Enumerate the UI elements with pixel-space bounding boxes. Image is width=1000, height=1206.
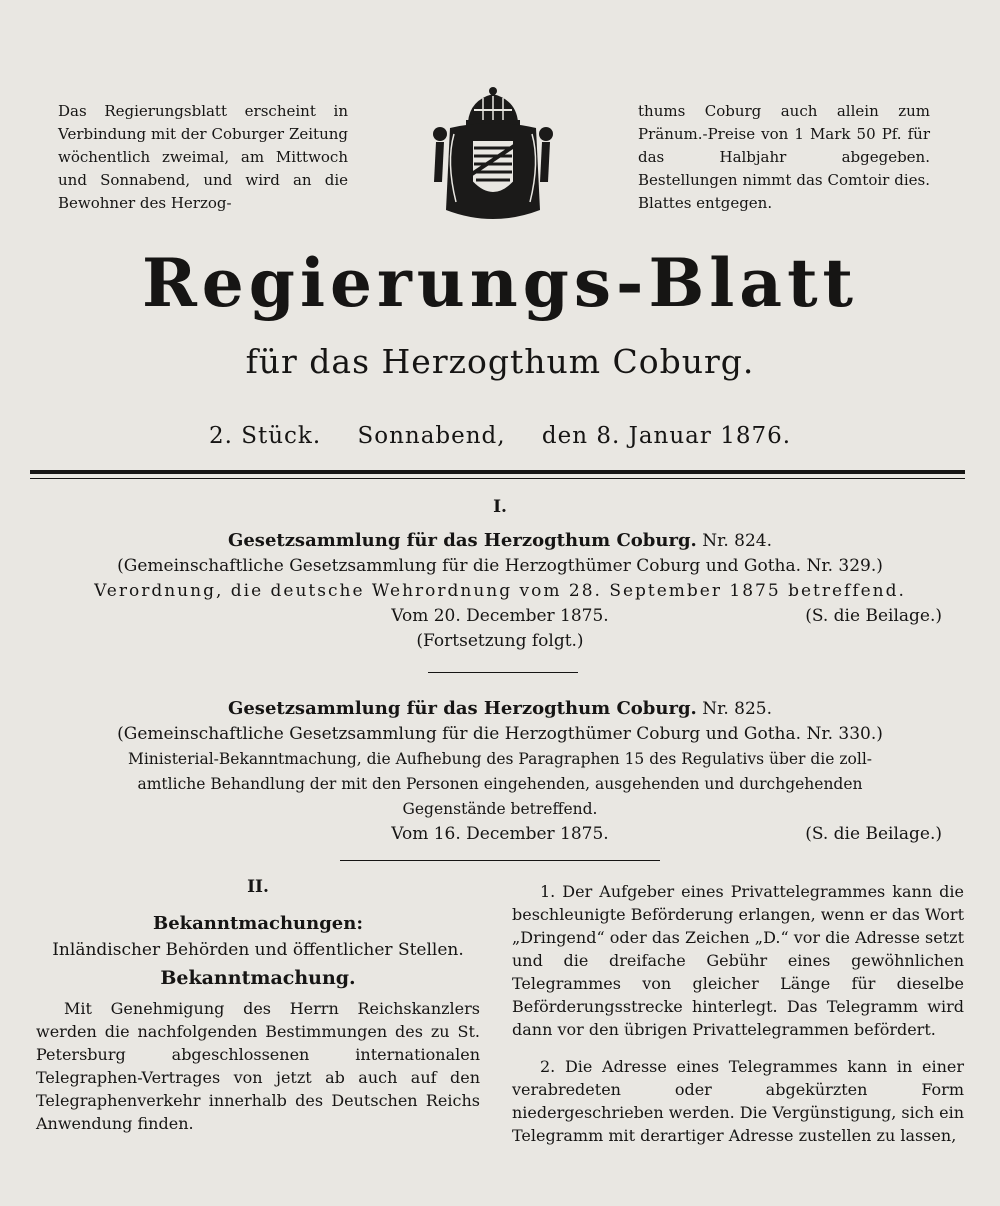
section-divider	[340, 860, 660, 861]
law-825-title-line2: amtliche Behandlung der mit den Personen eingehenden, ausgehenden und durchgehenden	[137, 775, 863, 793]
intro-left-notice: Das Regierungsblatt erscheint in Verbindung mit der Coburger Zeitung wöchentlich zweimal, am Mittwoch und Sonnabend, und wird an die Bewohner des Herzog-	[58, 102, 348, 212]
issue-line	[0, 420, 1000, 452]
law-825-heading-row	[40, 696, 960, 722]
section-numeral-1: I.	[493, 497, 507, 517]
issue-day: Sonnabend,	[357, 423, 506, 449]
coat-of-arms-icon	[428, 82, 558, 232]
announcements-heading: Bekanntmachungen:	[153, 913, 363, 934]
telegraph-rule-2: 2. Die Adresse eines Telegrammes kann in einer verabredeten oder abgekürzten Form niedergeschrieben werden. Die Vergünstigung, sich ein Telegramm mit derartiger Adresse zustellen zu lassen,	[512, 1057, 964, 1145]
law-825-joint-number: Nr. 330.)	[806, 724, 883, 744]
telegraph-rule-1: 1. Der Aufgeber eines Privattelegrammes kann die beschleunigte Beförderung erlangen, wenn er das Wort „Dringend“ oder das Zeichen „D.“ vor die Adresse setzt und die dreifache Gebühr eines gewöhnlichen Telegrammes von gleicher Länge für dieselbe Beförderungsstrecke hinterlegt. Das Telegramm wird dann vor den übrigen Privattelegrammen befördert.	[512, 882, 964, 1039]
masthead-subtitle: für das Herzogthum Coburg.	[245, 342, 755, 381]
law-824-title: Verordnung, die deutsche Wehrordnung vom 28. September 1875 betreffend.	[94, 581, 906, 601]
law-825-number: Nr. 825.	[702, 699, 773, 719]
law-825-joint: (Gemeinschaftliche Gesetzsammlung für die Herzogthümer Coburg und Gotha.	[117, 724, 802, 744]
issue-date: den 8. Januar 1876.	[541, 423, 792, 449]
intro-right-notice: thums Coburg auch allein zum Pränum.-Preise von 1 Mark 50 Pf. für das Halbjahr abgegeben. Bestellungen nimmt das Comtoir dies. Blattes entgegen.	[638, 102, 930, 212]
law-entry-825	[40, 696, 960, 847]
law-825-supplement: (S. die Beilage.)	[805, 824, 942, 844]
law-824-heading: Gesetzsammlung für das Herzogthum Coburg.	[227, 530, 697, 551]
law-824-joint-number: Nr. 329.)	[806, 556, 883, 576]
law-824-supplement: (S. die Beilage.)	[805, 606, 942, 626]
law-824-joint-row	[40, 554, 960, 579]
law-824-date: Vom 20. December 1875.	[391, 606, 609, 626]
law-825-joint-row	[40, 722, 960, 747]
notice-title: Bekanntmachung.	[160, 967, 356, 989]
telegraph-rules-column	[512, 880, 964, 1161]
law-825-title-line3: Gegenstände betreffend.	[402, 800, 598, 818]
law-824-heading-row	[40, 528, 960, 554]
law-divider	[428, 672, 578, 673]
announcements-column	[36, 876, 480, 1135]
issue-number: 2. Stück.	[208, 423, 322, 449]
law-824-number: Nr. 824.	[702, 531, 773, 551]
law-825-date: Vom 16. December 1875.	[391, 824, 609, 844]
law-825-heading: Gesetzsammlung für das Herzogthum Coburg.	[227, 698, 697, 719]
masthead-title: Regierungs-Blatt	[141, 244, 859, 322]
law-entry-824	[40, 528, 960, 654]
law-824-joint: (Gemeinschaftliche Gesetzsammlung für die Herzogthümer Coburg und Gotha.	[117, 556, 802, 576]
header-rule-thin	[30, 478, 965, 479]
notice-body: Mit Genehmigung des Herrn Reichskanzlers werden die nachfolgenden Bestimmungen des zu St. Petersburg abgeschlossenen internationalen Telegraphen-Vertrages von jetzt ab auch auf den Telegraphenverkehr innerhalb des Deutschen Reichs Anwendung finden.	[36, 999, 480, 1133]
header-rule-thick	[30, 470, 965, 474]
section-numeral-2: II.	[247, 877, 269, 897]
law-824-continuation: (Fortsetzung folgt.)	[416, 631, 584, 651]
law-825-date-row	[40, 822, 960, 847]
law-824-date-row	[40, 604, 960, 629]
law-825-title-line1: Ministerial-Bekanntmachung, die Aufhebung des Paragraphen 15 des Regulativs über die zoll-	[127, 750, 873, 768]
announcements-subheading: Inländischer Behörden und öffentlicher Stellen.	[52, 940, 464, 960]
